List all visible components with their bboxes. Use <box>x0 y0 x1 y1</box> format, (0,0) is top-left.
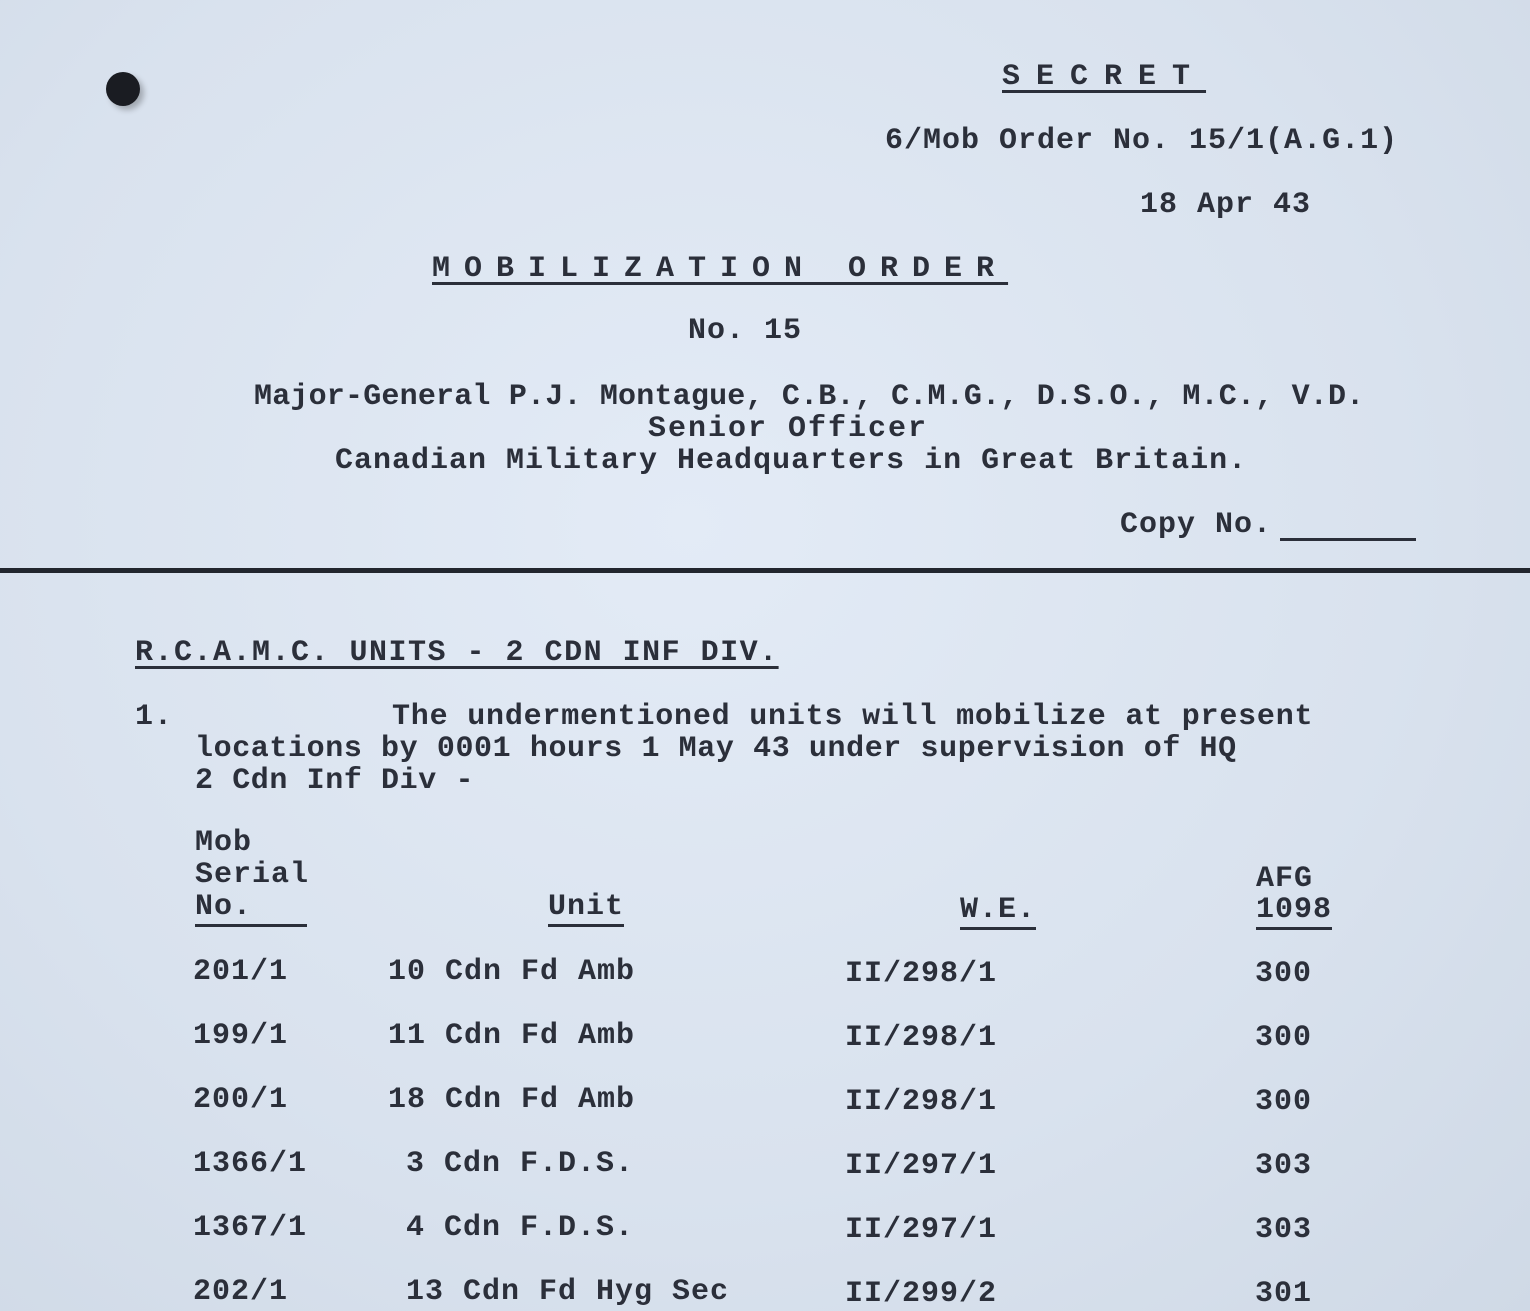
issuer-name: Major-General P.J. Montague, C.B., C.M.G., D.S.O., M.C., V.D. <box>254 380 1365 414</box>
cell-unit: 4 Cdn F.D.S. <box>406 1211 635 1245</box>
paragraph-number: 1. <box>135 700 174 734</box>
col-header-we: W.E. <box>960 895 1036 930</box>
punch-hole <box>106 72 140 106</box>
cell-we: II/298/1 <box>845 1021 998 1055</box>
cell-we: II/298/1 <box>845 957 998 991</box>
issuer-hq: Canadian Military Headquarters in Great Britain. <box>335 444 1248 478</box>
cell-afg: 303 <box>1255 1149 1313 1183</box>
cell-serial: 200/1 <box>193 1083 289 1117</box>
order-reference: 6/Mob Order No. 15/1(A.G.1) <box>885 124 1399 158</box>
cell-we: II/297/1 <box>845 1213 998 1247</box>
cell-serial: 199/1 <box>193 1019 289 1053</box>
order-date: 18 Apr 43 <box>1140 188 1312 222</box>
cell-afg: 300 <box>1255 1021 1313 1055</box>
document-title: MOBILIZATION ORDER <box>432 252 1009 286</box>
col-header-serial-3: No. <box>195 892 307 927</box>
col-header-afg-1: AFG <box>1256 862 1314 896</box>
col-header-serial-2: Serial <box>195 858 310 892</box>
cell-serial: 1367/1 <box>193 1211 308 1245</box>
paragraph-line-1: The undermentioned units will mobilize at present <box>392 700 1314 734</box>
classification-stamp: SECRET <box>1002 60 1207 94</box>
col-header-afg-2: 1098 <box>1256 895 1332 930</box>
copy-number-label: Copy No. <box>1120 508 1273 542</box>
cell-unit: 3 Cdn F.D.S. <box>406 1147 635 1181</box>
cell-we: II/297/1 <box>845 1149 998 1183</box>
cell-we: II/298/1 <box>845 1085 998 1119</box>
col-header-serial-1: Mob <box>195 826 253 860</box>
cell-we: II/299/2 <box>845 1277 998 1311</box>
paragraph-line-2: locations by 0001 hours 1 May 43 under supervision of HQ <box>195 732 1237 766</box>
cell-serial: 202/1 <box>193 1275 289 1309</box>
cell-afg: 300 <box>1255 1085 1313 1119</box>
horizontal-rule <box>0 568 1530 573</box>
col-header-unit: Unit <box>548 892 624 927</box>
paragraph-line-3: 2 Cdn Inf Div - <box>195 764 475 798</box>
cell-unit: 10 Cdn Fd Amb <box>388 955 636 989</box>
cell-unit: 18 Cdn Fd Amb <box>388 1083 636 1117</box>
copy-number-blank <box>1280 538 1416 541</box>
cell-afg: 301 <box>1255 1277 1313 1311</box>
cell-afg: 300 <box>1255 957 1313 991</box>
cell-serial: 201/1 <box>193 955 289 989</box>
cell-serial: 1366/1 <box>193 1147 308 1181</box>
section-heading: R.C.A.M.C. UNITS - 2 CDN INF DIV. <box>135 636 779 670</box>
issuer-role: Senior Officer <box>648 412 929 446</box>
order-number: No. 15 <box>688 314 803 348</box>
cell-unit: 13 Cdn Fd Hyg Sec <box>406 1275 730 1309</box>
cell-unit: 11 Cdn Fd Amb <box>388 1019 636 1053</box>
cell-afg: 303 <box>1255 1213 1313 1247</box>
